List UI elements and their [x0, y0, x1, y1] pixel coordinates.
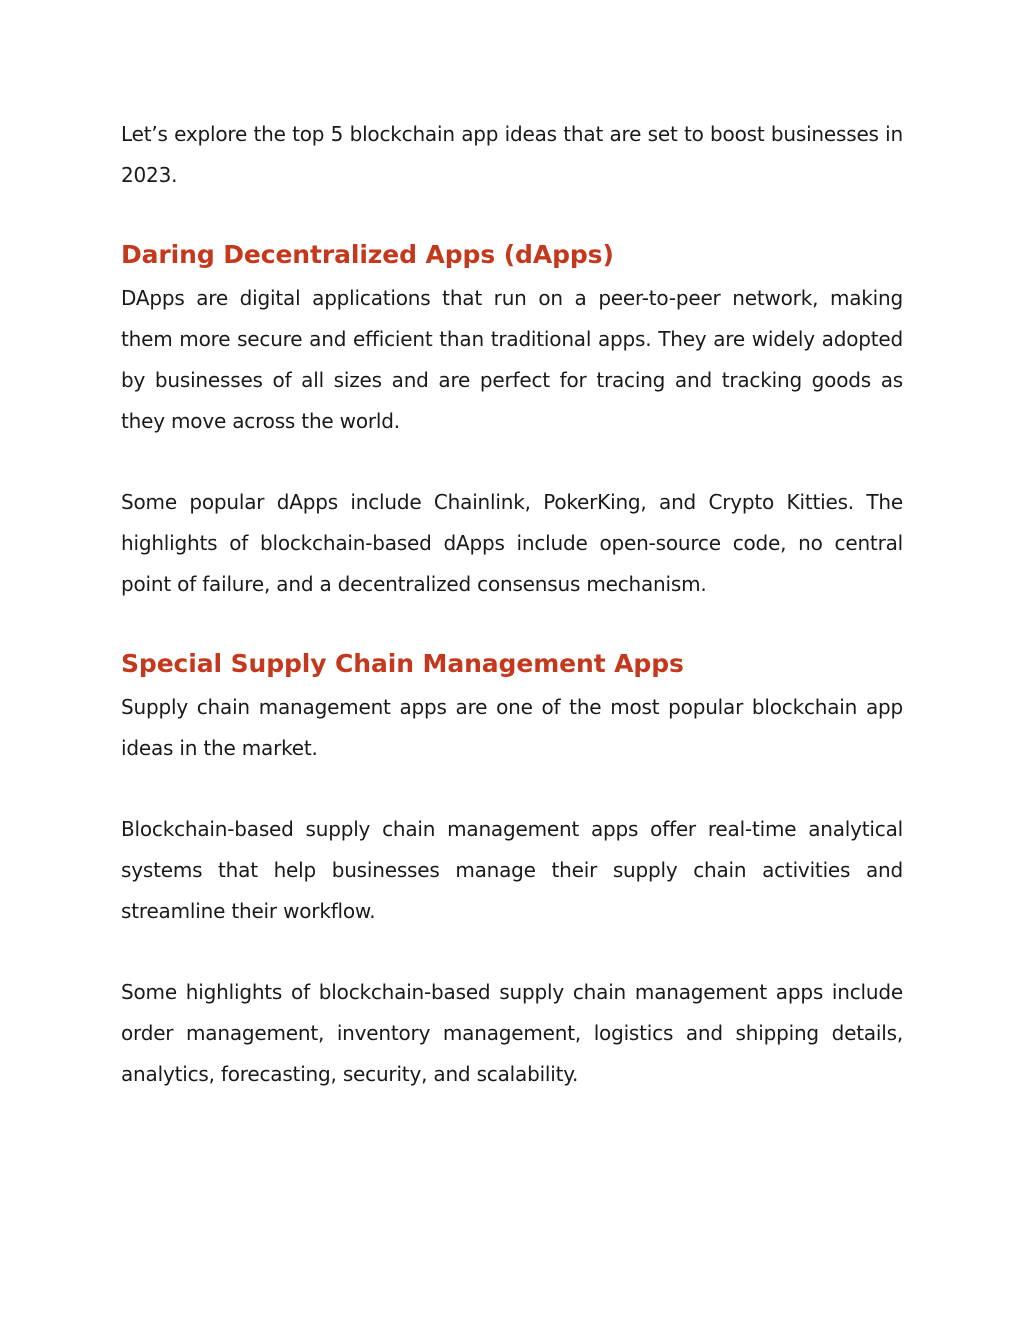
- dapps-paragraph-2: Some popular dApps include Chainlink, PokerKing, and Crypto Kitties. The highlights of blockchain-based dApps include open-source code, no central point of failure, and a decentralized consensus mechanism.: [121, 490, 903, 596]
- document-page: [121, 114, 903, 1095]
- supply-chain-paragraph-2: Blockchain-based supply chain management apps offer real-time analytical systems that help businesses manage their supply chain activities and streamline their workflow.: [121, 817, 903, 923]
- supply-chain-paragraph-1: Supply chain management apps are one of the most popular blockchain app ideas in the market.: [121, 695, 903, 760]
- section-heading-dapps: Daring Decentralized Apps (dApps): [121, 240, 614, 269]
- intro-paragraph: Let’s explore the top 5 blockchain app ideas that are set to boost businesses in 2023.: [121, 122, 903, 187]
- spacer: [121, 769, 903, 809]
- dapps-paragraph-1: DApps are digital applications that run on a peer-to-peer network, making them more secure and efficient than traditional apps. They are widely adopted by businesses of all sizes and are perfect for tracing and tracking goods as they move across the world.: [121, 286, 903, 433]
- supply-chain-paragraph-3: Some highlights of blockchain-based supply chain management apps include order management, inventory management, logistics and shipping details, analytics, forecasting, security, and scalability.: [121, 980, 903, 1086]
- spacer: [121, 605, 903, 647]
- spacer: [121, 932, 903, 972]
- spacer: [121, 196, 903, 238]
- section-heading-supply-chain: Special Supply Chain Management Apps: [121, 649, 684, 678]
- spacer: [121, 442, 903, 482]
